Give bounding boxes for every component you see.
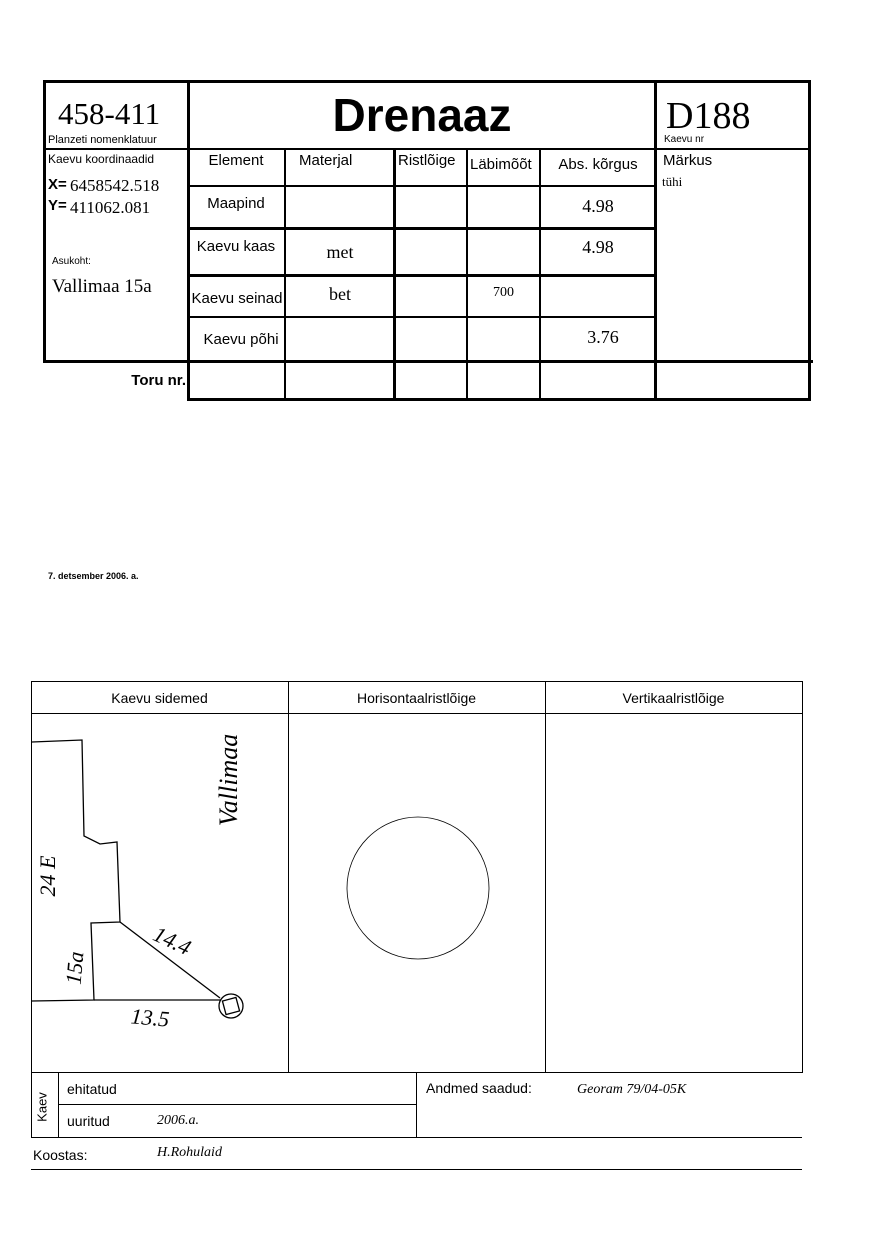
date: 7. detsember 2006. a. <box>48 571 139 581</box>
author-value: H.Rohulaid <box>157 1145 222 1160</box>
row-element: Kaevu põhi <box>203 331 279 348</box>
header-section: Ristlõige <box>398 152 456 169</box>
row-material: bet <box>329 284 351 304</box>
well-label: Kaevu nr <box>664 134 705 145</box>
source-label: Andmed saadud: <box>426 1080 532 1096</box>
author-label: Koostas: <box>33 1147 88 1163</box>
row-elevation: 4.98 <box>582 196 614 216</box>
footer-side-label: Kaev <box>34 1092 50 1122</box>
coord-x-value: 6458542.518 <box>70 176 160 195</box>
sketch-street-label: Vallimaa <box>214 733 243 827</box>
location-label: Asukoht: <box>52 256 91 267</box>
row-diameter: 700 <box>493 285 514 300</box>
surveyed-label: uuritud <box>67 1113 110 1129</box>
row-elevation: 3.76 <box>587 327 619 347</box>
row-element: Kaevu kaas <box>196 238 276 255</box>
row-material: met <box>326 242 354 262</box>
source-value: Georam 79/04-05K <box>577 1082 687 1097</box>
row-element: Maapind <box>207 195 265 212</box>
sheet-label: Planzeti nomenklatuur <box>48 134 157 146</box>
row-element: Kaevu seinad <box>191 290 283 307</box>
surveyed-value: 2006.a. <box>157 1113 199 1128</box>
sketch-house-15a-label: 15a <box>60 950 89 986</box>
built-label: ehitatud <box>67 1081 117 1097</box>
location-value: Vallimaa 15a <box>52 276 152 297</box>
row-elevation: 4.98 <box>582 237 614 257</box>
coord-x-label: X= <box>48 176 67 193</box>
header-element: Element <box>208 152 264 169</box>
sketch-distance-horizontal: 13.5 <box>129 1003 171 1032</box>
header-note: Märkus <box>663 152 713 169</box>
sketch-house-24-label: 24 E <box>35 855 60 897</box>
drawing-col-sketch: Kaevu sidemed <box>111 690 208 706</box>
well-code: D188 <box>666 95 751 137</box>
sketch-distance-diagonal: 14.4 <box>149 921 195 961</box>
drawing-col-vertical: Vertikaalristlõige <box>622 690 725 706</box>
header-diameter: Läbimõõt <box>470 156 532 173</box>
sheet-code: 458-411 <box>58 96 161 131</box>
coord-y-value: 411062.081 <box>70 198 151 217</box>
header-material: Materjal <box>299 152 353 169</box>
page-title: Drenaaz <box>332 89 512 141</box>
pipe-label: Toru nr. <box>131 372 186 389</box>
well-cross-section-circle <box>347 817 489 959</box>
note-value: tühi <box>662 174 683 189</box>
header-elevation: Abs. kõrgus <box>558 156 638 173</box>
coord-y-label: Y= <box>48 197 67 214</box>
drawing-col-horizontal: Horisontaalristlõige <box>356 690 477 706</box>
coordinates-label: Kaevu koordinaadid <box>48 152 155 166</box>
